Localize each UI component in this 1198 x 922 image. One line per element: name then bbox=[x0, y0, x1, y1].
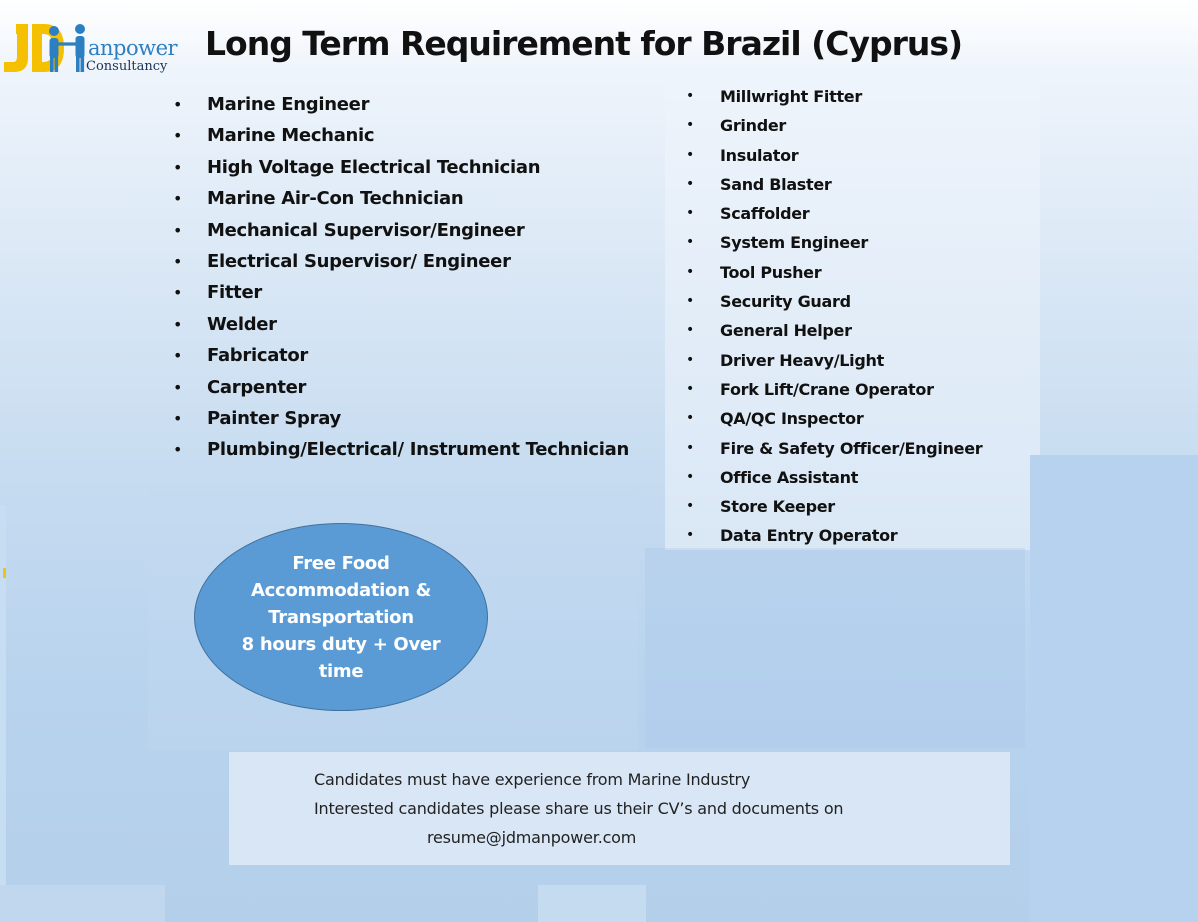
contact-email: resume@jdmanpower.com bbox=[427, 828, 637, 847]
background-block-right-edge bbox=[1030, 455, 1198, 922]
benefit-line: Accommodation & bbox=[251, 580, 431, 601]
background-panel-lower-right bbox=[645, 548, 1025, 748]
cv-instruction: Interested candidates please share us their CV’s and documents on bbox=[314, 799, 844, 818]
job-list-right bbox=[720, 84, 982, 553]
job-item: • Painter Spray bbox=[207, 405, 629, 436]
job-item: • Welder bbox=[207, 311, 629, 342]
job-item: • Marine Air-Con Technician bbox=[207, 185, 629, 216]
background-block-bottom-left bbox=[0, 885, 165, 922]
job-item: • Marine Mechanic bbox=[207, 122, 629, 153]
benefit-line: 8 hours duty + Over bbox=[241, 634, 441, 655]
job-item: • Tool Pusher bbox=[720, 260, 982, 289]
logo-brand-sub: Consultancy bbox=[86, 59, 168, 74]
job-item: • QA/QC Inspector bbox=[720, 406, 982, 435]
job-item: • Office Assistant bbox=[720, 465, 982, 494]
job-item: • Carpenter bbox=[207, 374, 629, 405]
job-item: • Security Guard bbox=[720, 289, 982, 318]
job-item: • Driver Heavy/Light bbox=[720, 348, 982, 377]
job-item: • Fitter bbox=[207, 279, 629, 310]
job-item: • Mechanical Supervisor/Engineer bbox=[207, 217, 629, 248]
job-item: • High Voltage Electrical Technician bbox=[207, 154, 629, 185]
benefit-line: Transportation bbox=[268, 607, 414, 628]
yellow-accent-mark bbox=[3, 568, 6, 578]
job-item: • System Engineer bbox=[720, 230, 982, 259]
job-item: • Plumbing/Electrical/ Instrument Technician bbox=[207, 436, 629, 467]
job-item: • Fork Lift/Crane Operator bbox=[720, 377, 982, 406]
benefits-text bbox=[235, 550, 447, 685]
job-item: • Marine Engineer bbox=[207, 91, 629, 122]
job-item: • Fabricator bbox=[207, 342, 629, 373]
job-item: • Scaffolder bbox=[720, 201, 982, 230]
job-list-left bbox=[207, 91, 629, 468]
benefit-line: Free Food bbox=[292, 553, 390, 574]
page-title: Long Term Requirement for Brazil (Cyprus) bbox=[205, 24, 963, 63]
logo-brand-word: anpower bbox=[88, 36, 178, 60]
experience-requirement: Candidates must have experience from Marine Industry bbox=[314, 770, 751, 789]
job-item: • Electrical Supervisor/ Engineer bbox=[207, 248, 629, 279]
jd-handshake-logo-icon bbox=[2, 18, 92, 78]
job-item: • Fire & Safety Officer/Engineer bbox=[720, 436, 982, 465]
job-item: • Sand Blaster bbox=[720, 172, 982, 201]
benefit-line: time bbox=[318, 661, 364, 682]
background-block-bottom-center bbox=[538, 885, 646, 922]
benefits-ellipse bbox=[194, 523, 488, 711]
job-item: • Insulator bbox=[720, 143, 982, 172]
job-item: • Grinder bbox=[720, 113, 982, 142]
company-logo bbox=[2, 18, 178, 78]
job-item: • Millwright Fitter bbox=[720, 84, 982, 113]
contact-box bbox=[229, 752, 1010, 865]
job-item: • Data Entry Operator bbox=[720, 523, 982, 552]
job-item: • Store Keeper bbox=[720, 494, 982, 523]
job-item: • General Helper bbox=[720, 318, 982, 347]
